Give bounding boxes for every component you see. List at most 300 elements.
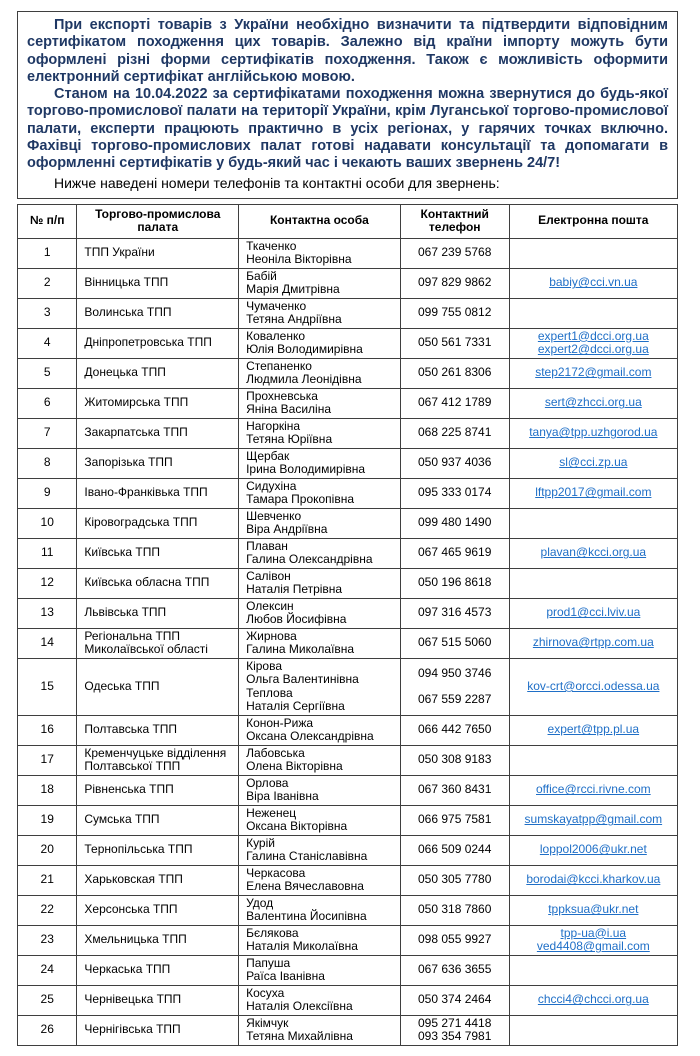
table-row — [18, 538, 678, 568]
chamber-name — [77, 538, 239, 568]
chamber-name — [77, 1015, 239, 1045]
contact-phone — [400, 955, 509, 985]
contact-person — [239, 1015, 401, 1045]
contact-person-line: Марія Дмитрівна — [246, 282, 340, 297]
email-link[interactable]: ved4408@gmail.com — [536, 939, 650, 954]
contact-phone — [400, 478, 509, 508]
contact-phone — [400, 1015, 509, 1045]
chamber-name-line: Київська обласна ТПП — [84, 575, 210, 590]
contact-email — [509, 775, 677, 805]
chamber-name — [77, 658, 239, 715]
phone-number: 066 975 7581 — [418, 812, 492, 827]
contact-phone — [400, 658, 509, 715]
chamber-name-line: Київська ТПП — [84, 545, 161, 560]
phone-number: 067 636 3655 — [418, 962, 492, 977]
row-number: 25 — [18, 985, 77, 1015]
contact-phone — [400, 358, 509, 388]
row-number: 5 — [18, 358, 77, 388]
chamber-name-line: Миколаївської області — [84, 642, 208, 657]
phone-number: 066 509 0244 — [418, 842, 492, 857]
contact-person-line: Бабій — [246, 268, 277, 283]
contact-person-line: Олексин — [246, 598, 294, 613]
table-row — [18, 358, 678, 388]
row-number: 2 — [18, 268, 77, 298]
chamber-name — [77, 775, 239, 805]
row-number: 8 — [18, 448, 77, 478]
contact-phone — [400, 895, 509, 925]
table-row — [18, 298, 678, 328]
contact-person-line: Галина Миколаївна — [246, 642, 355, 657]
contact-person-line: Юлія Володимирівна — [246, 342, 363, 357]
table-row — [18, 658, 678, 715]
contact-person — [239, 775, 401, 805]
contact-person-line: Тетяна Андріївна — [246, 312, 342, 327]
contact-person-line: Сидухіна — [246, 478, 297, 493]
contact-person-line: Косуха — [246, 985, 285, 1000]
email-link[interactable]: tanya@tpp.uzhgorod.ua — [529, 425, 658, 440]
email-line — [514, 873, 673, 887]
contact-person-line: Неженец — [246, 805, 297, 820]
intro-note: Нижче наведені номери телефонів та контактні особи для звернень: — [54, 174, 500, 191]
table-row — [18, 835, 678, 865]
contact-email — [509, 985, 677, 1015]
table-row — [18, 805, 678, 835]
phone-number: 050 196 8618 — [418, 575, 492, 590]
contact-person-line: Оксана Олександрівна — [246, 729, 374, 744]
contact-person-line: Прохневська — [246, 388, 318, 403]
email-link[interactable]: step2172@gmail.com — [535, 365, 652, 380]
contact-email — [509, 745, 677, 775]
chamber-name-line: Івано-Франківька ТПП — [84, 485, 208, 500]
contact-person-line: Салівон — [246, 568, 291, 583]
email-line — [514, 276, 673, 290]
phone-number: 050 308 9183 — [418, 752, 492, 767]
email-link[interactable]: babiy@cci.vn.ua — [549, 275, 638, 290]
contact-phone — [400, 925, 509, 955]
row-number: 10 — [18, 508, 77, 538]
contact-phone — [400, 238, 509, 268]
table-row — [18, 955, 678, 985]
intro-paragraph-2: Станом на 10.04.2022 за сертифікатами походження можна звернутися до будь-якої торгово-промислової палати на території України, крім Луганської торгово-промислової палати, експерти працюють практично в усіх регіонах, у гарячих точках включно. Фахівці торгово-промислових палат готові надавати консультації та допомагати в оформленні сертифікатів у будь-який час і чекають ваших звернень 24/7! — [27, 86, 668, 172]
phone-number: 067 412 1789 — [418, 395, 492, 410]
table-row — [18, 895, 678, 925]
chamber-name — [77, 448, 239, 478]
contact-phone — [400, 538, 509, 568]
email-line — [514, 680, 673, 694]
email-line — [514, 426, 673, 440]
contact-person — [239, 418, 401, 448]
contact-person-line: Тамара Прокопівна — [246, 492, 355, 507]
phone-number: 067 465 9619 — [418, 545, 492, 560]
contact-phone — [400, 268, 509, 298]
contact-person-line: Віра Іванівна — [246, 789, 319, 804]
row-number: 23 — [18, 925, 77, 955]
chamber-name — [77, 715, 239, 745]
contact-person — [239, 268, 401, 298]
contact-person — [239, 715, 401, 745]
row-number: 21 — [18, 865, 77, 895]
table-row — [18, 745, 678, 775]
chamber-name-line: Чернігівська ТПП — [84, 1022, 181, 1037]
contact-person — [239, 538, 401, 568]
chamber-name-line: Тернопільська ТПП — [84, 842, 193, 857]
email-link[interactable]: sl@cci.zp.ua — [559, 455, 628, 470]
contact-person-line: Елена Вячеславовна — [246, 879, 364, 894]
contact-person-line: Валентина Йосипівна — [246, 909, 367, 924]
email-line — [514, 546, 673, 560]
table-row — [18, 418, 678, 448]
phone-number: 095 333 0174 — [418, 485, 492, 500]
email-line — [514, 843, 673, 857]
chamber-name — [77, 598, 239, 628]
contact-person-line: Ольга Валентинівна — [246, 672, 359, 687]
email-link[interactable]: chcci4@chcci.org.ua — [537, 992, 649, 1007]
email-link[interactable]: tpp-ua@i.ua — [560, 925, 627, 940]
contact-person-line: Ткаченко — [246, 238, 297, 253]
email-link[interactable]: expert@tpp.pl.ua — [547, 722, 640, 737]
contact-phone — [400, 598, 509, 628]
row-number: 11 — [18, 538, 77, 568]
contact-email — [509, 628, 677, 658]
contact-person-line: Наталія Петрівна — [246, 582, 343, 597]
email-line — [514, 456, 673, 470]
table-row — [18, 268, 678, 298]
row-number: 16 — [18, 715, 77, 745]
table-row — [18, 775, 678, 805]
contact-person — [239, 805, 401, 835]
contact-person-line: Галина Станіславівна — [246, 849, 368, 864]
contacts-table-body — [18, 238, 678, 1045]
phone-number: 050 261 8306 — [418, 365, 492, 380]
contact-phone — [400, 805, 509, 835]
chamber-name-line: Сумська ТПП — [84, 812, 160, 827]
chamber-name — [77, 418, 239, 448]
chamber-name — [77, 895, 239, 925]
phone-number: 067 515 5060 — [418, 635, 492, 650]
contact-person-line: Тетяна Михайлівна — [246, 1029, 353, 1044]
contact-person — [239, 358, 401, 388]
contact-person — [239, 835, 401, 865]
contact-phone — [400, 835, 509, 865]
contact-email — [509, 895, 677, 925]
phone-number: 050 374 2464 — [418, 992, 492, 1007]
contact-person-line: Коваленко — [246, 328, 306, 343]
table-row — [18, 568, 678, 598]
phone-number: 050 937 4036 — [418, 455, 492, 470]
contact-person-line: Бєлякова — [246, 925, 299, 940]
chamber-name — [77, 238, 239, 268]
contact-email — [509, 805, 677, 835]
chamber-name-line: Харьковская ТПП — [84, 872, 183, 887]
chamber-name — [77, 985, 239, 1015]
chamber-name — [77, 268, 239, 298]
contact-phone — [400, 568, 509, 598]
email-line — [514, 330, 673, 344]
contact-person — [239, 658, 401, 715]
chamber-name-line: Черкаська ТПП — [84, 962, 171, 977]
email-link[interactable]: borodai@kcci.kharkov.ua — [526, 872, 661, 887]
contact-phone — [400, 298, 509, 328]
header-row — [18, 204, 678, 238]
contact-person-line: Плаван — [246, 538, 288, 553]
contact-person-line: Олена Вікторівна — [246, 759, 343, 774]
row-number: 22 — [18, 895, 77, 925]
phone-number: 099 480 1490 — [418, 515, 492, 530]
row-number: 9 — [18, 478, 77, 508]
phone-number: 095 271 4418 — [418, 1015, 492, 1030]
contact-person-line: Наталія Миколаївна — [246, 939, 358, 954]
row-number: 17 — [18, 745, 77, 775]
table-row — [18, 628, 678, 658]
contact-person-line: Теплова — [246, 685, 293, 700]
row-number: 13 — [18, 598, 77, 628]
email-link[interactable]: prod1@cci.lviv.ua — [546, 605, 641, 620]
chamber-name-line: Львівська ТПП — [84, 605, 167, 620]
chamber-name-line: Чернівецька ТПП — [84, 992, 182, 1007]
contact-phone — [400, 985, 509, 1015]
contact-person-line: Раїса Іванівна — [246, 969, 325, 984]
email-line — [514, 993, 673, 1007]
row-number: 7 — [18, 418, 77, 448]
contact-person — [239, 298, 401, 328]
contact-person-line: Удод — [246, 895, 274, 910]
chamber-name-line: Запорізька ТПП — [84, 455, 173, 470]
contact-person — [239, 568, 401, 598]
table-row — [18, 598, 678, 628]
chamber-name-line: Херсонська ТПП — [84, 902, 178, 917]
email-link[interactable]: zhirnova@rtpp.com.ua — [532, 635, 654, 650]
table-row — [18, 715, 678, 745]
chamber-name — [77, 478, 239, 508]
phone-number: 097 829 9862 — [418, 275, 492, 290]
table-row — [18, 238, 678, 268]
chamber-name-line: Рівненська ТПП — [84, 782, 174, 797]
row-number: 15 — [18, 658, 77, 715]
chamber-name — [77, 955, 239, 985]
contact-phone — [400, 865, 509, 895]
row-number: 1 — [18, 238, 77, 268]
table-row — [18, 1015, 678, 1045]
contact-phone — [400, 388, 509, 418]
contact-phone — [400, 508, 509, 538]
phone-number: 068 225 8741 — [418, 425, 492, 440]
contact-person — [239, 865, 401, 895]
contact-phone — [400, 775, 509, 805]
row-number: 24 — [18, 955, 77, 985]
contact-email — [509, 715, 677, 745]
col-header-person: Контактна особа — [239, 204, 401, 238]
contact-person-line: Курій — [246, 835, 275, 850]
chamber-name-line: Житомирська ТПП — [84, 395, 189, 410]
phone-number: 067 239 5768 — [418, 245, 492, 260]
email-link[interactable]: lftpp2017@gmail.com — [535, 485, 652, 500]
contact-email — [509, 328, 677, 358]
contact-person-line: Кірова — [246, 658, 282, 673]
chamber-name-line: Закарпатська ТПП — [84, 425, 188, 440]
email-link[interactable]: expert1@dcci.org.ua — [537, 328, 649, 343]
contact-person — [239, 628, 401, 658]
contact-person — [239, 328, 401, 358]
phone-number: 050 305 7780 — [418, 872, 492, 887]
col-header-chamber: Торгово-промислова палата — [77, 204, 239, 238]
email-line — [514, 783, 673, 797]
intro-paragraph-1: При експорті товарів з України необхідно визначити та підтвердити відповідним сертифікатом походження цих товарів. Залежно від країни імпорту можуть бути оформлені різні форми сертифікатів походження. Також є можливість оформити електронний сертифікат англійською мовою. — [27, 17, 668, 85]
contact-email — [509, 538, 677, 568]
chamber-name — [77, 835, 239, 865]
email-line — [514, 486, 673, 500]
table-row — [18, 508, 678, 538]
contact-person — [239, 745, 401, 775]
contact-email — [509, 955, 677, 985]
contact-person — [239, 598, 401, 628]
email-link[interactable]: tppksua@ukr.net — [548, 902, 639, 917]
contact-person-line: Черкасова — [246, 865, 306, 880]
email-link[interactable]: expert2@dcci.org.ua — [537, 342, 649, 357]
contact-person-line: Віра Андріївна — [246, 522, 328, 537]
phone-number: 097 316 4573 — [418, 605, 492, 620]
table-row — [18, 448, 678, 478]
email-link[interactable]: office@rcci.rivne.com — [536, 782, 651, 797]
email-line — [514, 606, 673, 620]
contact-person — [239, 238, 401, 268]
email-line — [514, 940, 673, 954]
chamber-name-line: Одеська ТПП — [84, 678, 160, 693]
contact-email — [509, 925, 677, 955]
contact-person-line: Яніна Василіна — [246, 402, 332, 417]
contact-person-line: Наталія Олексіївна — [246, 999, 353, 1014]
chamber-name — [77, 508, 239, 538]
contact-email — [509, 865, 677, 895]
row-number: 19 — [18, 805, 77, 835]
phone-number: 098 055 9927 — [418, 932, 492, 947]
row-number: 12 — [18, 568, 77, 598]
email-link[interactable]: plavan@kcci.org.ua — [540, 545, 647, 560]
row-number: 6 — [18, 388, 77, 418]
chamber-name — [77, 328, 239, 358]
email-line — [514, 396, 673, 410]
table-row — [18, 478, 678, 508]
contact-email — [509, 238, 677, 268]
contact-email — [509, 388, 677, 418]
contact-email — [509, 598, 677, 628]
contact-email — [509, 418, 677, 448]
chamber-name-line: Кіровоградська ТПП — [84, 515, 198, 530]
email-link[interactable]: kov-crt@orcci.odessa.ua — [527, 678, 660, 693]
contact-person-line: Лабовська — [246, 745, 305, 760]
contacts-table-header — [18, 204, 678, 238]
table-row — [18, 925, 678, 955]
phone-number: 067 559 2287 — [418, 692, 492, 707]
contact-person — [239, 478, 401, 508]
contact-person-line: Любов Йосифівна — [246, 612, 347, 627]
chamber-name-line: Кременчуцьке відділення — [84, 745, 227, 760]
contact-person-line: Чумаченко — [246, 298, 307, 313]
table-row — [18, 388, 678, 418]
row-number: 14 — [18, 628, 77, 658]
chamber-name — [77, 925, 239, 955]
email-line — [514, 366, 673, 380]
table-row — [18, 985, 678, 1015]
email-line — [514, 343, 673, 357]
phone-number: 093 354 7981 — [418, 1029, 492, 1044]
chamber-name-line: ТПП України — [84, 245, 155, 260]
phone-number: 050 561 7331 — [418, 335, 492, 350]
phone-number: 099 755 0812 — [418, 305, 492, 320]
col-header-phone: Контактний телефон — [400, 204, 509, 238]
chamber-name-line: Полтавської ТПП — [84, 759, 181, 774]
row-number: 26 — [18, 1015, 77, 1045]
email-line — [514, 723, 673, 737]
contacts-table — [17, 204, 678, 1046]
email-link[interactable]: sert@zhcci.org.ua — [544, 395, 642, 410]
row-number: 18 — [18, 775, 77, 805]
chamber-name — [77, 805, 239, 835]
col-header-email: Електронна пошта — [509, 204, 677, 238]
chamber-name — [77, 298, 239, 328]
contact-person — [239, 955, 401, 985]
contact-phone — [400, 418, 509, 448]
row-number: 3 — [18, 298, 77, 328]
contact-person-line: Наталія Сергіївна — [246, 699, 345, 714]
chamber-name — [77, 865, 239, 895]
contact-phone — [400, 745, 509, 775]
row-number: 20 — [18, 835, 77, 865]
contact-person-line: Шевченко — [246, 508, 302, 523]
contact-person-line: Неоніла Вікторівна — [246, 252, 352, 267]
contact-email — [509, 658, 677, 715]
row-number: 4 — [18, 328, 77, 358]
contact-person-line: Тетяна Юріївна — [246, 432, 333, 447]
chamber-name — [77, 358, 239, 388]
contact-phone — [400, 448, 509, 478]
contact-person-line: Степаненко — [246, 358, 312, 373]
contact-person — [239, 388, 401, 418]
intro-text-box — [17, 11, 678, 199]
email-link[interactable]: sumskayatpp@gmail.com — [524, 812, 663, 827]
chamber-name-line: Полтавська ТПП — [84, 722, 178, 737]
contact-person — [239, 448, 401, 478]
phone-number: 050 318 7860 — [418, 902, 492, 917]
contact-phone — [400, 715, 509, 745]
chamber-name — [77, 568, 239, 598]
contact-email — [509, 298, 677, 328]
chamber-name — [77, 388, 239, 418]
contact-email — [509, 508, 677, 538]
col-header-number: № п/п — [18, 204, 77, 238]
chamber-name-line: Вінницька ТПП — [84, 275, 169, 290]
contact-person — [239, 925, 401, 955]
contact-person-line: Конон-Рижа — [246, 715, 314, 730]
contact-email — [509, 1015, 677, 1045]
email-link[interactable]: loppol2006@ukr.net — [539, 842, 647, 857]
email-line — [514, 903, 673, 917]
chamber-name-line: Регіональна ТПП — [84, 628, 181, 643]
phone-number: 066 442 7650 — [418, 722, 492, 737]
contact-person — [239, 985, 401, 1015]
chamber-name-line: Хмельницька ТПП — [84, 932, 187, 947]
chamber-name — [77, 745, 239, 775]
table-row — [18, 328, 678, 358]
table-row — [18, 865, 678, 895]
contact-person-line: Ірина Володимирівна — [246, 462, 366, 477]
contact-email — [509, 448, 677, 478]
contact-person-line: Оксана Вікторівна — [246, 819, 348, 834]
contact-phone — [400, 328, 509, 358]
email-line — [514, 636, 673, 650]
contact-email — [509, 568, 677, 598]
contact-email — [509, 478, 677, 508]
email-line — [514, 813, 673, 827]
